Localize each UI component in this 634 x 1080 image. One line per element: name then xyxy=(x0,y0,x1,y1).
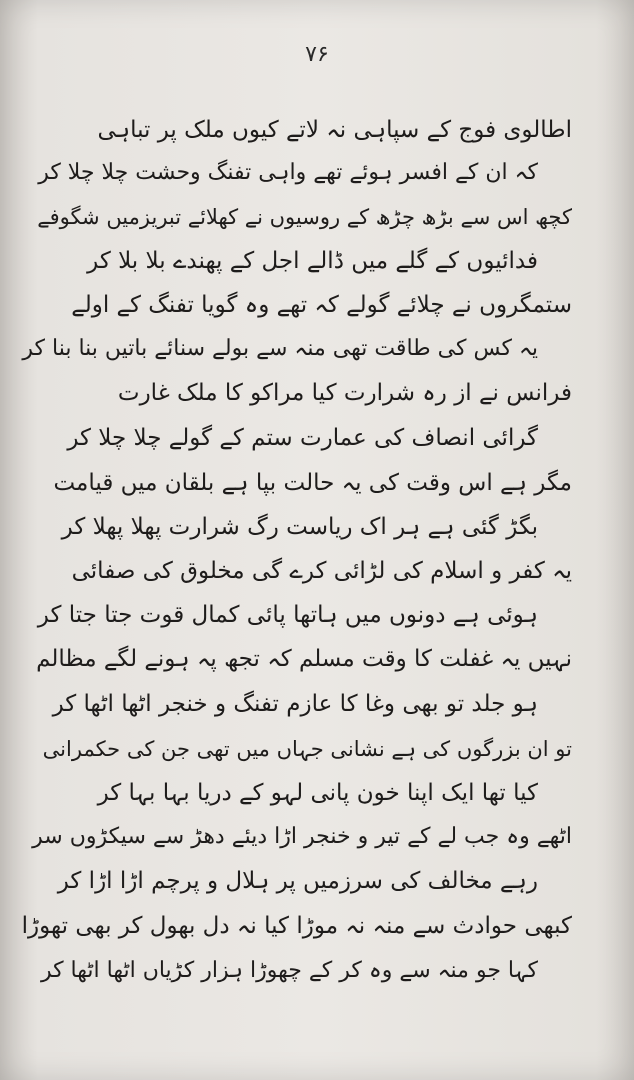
verse-line: کبھی حوادث سے منہ نہ موڑا کیا نہ دل بھول کر بھی تھوڑا xyxy=(21,913,572,939)
verse-line: تو ان بزرگوں کی ہے نشانی جہاں میں تھی جن کی حکمرانی xyxy=(42,737,572,761)
verse-line: یہ کفر و اسلام کی لڑائی کرے گی مخلوق کی صفائی xyxy=(71,558,572,584)
verse-line: گرائی انصاف کی عمارت ستم کے گولے چلا چلا کر xyxy=(67,425,538,451)
verse-line: بگڑ گئی ہے ہر اک ریاست رگ شرارت پھلا پھلا کر xyxy=(61,514,538,540)
verse-line: رہے مخالف کی سرزمیں پر ہلال و پرچم اڑا اڑا کر xyxy=(57,868,538,894)
verse-line: فرانس نے از رہ شرارت کیا مراکو کا ملک غارت xyxy=(117,380,572,406)
verse-line: ستمگروں نے چلائے گولے کہ تھے وہ گویا تفنگ کے اولے xyxy=(71,292,572,318)
verse-line: اطالوی فوج کے سپاہی نہ لاتے کیوں ملک پر تباہی xyxy=(97,117,572,143)
verse-line: اٹھے وہ جب لے کے تیر و خنجر اڑا دیئے دھڑ سے سیکڑوں سر xyxy=(32,824,572,849)
verse-line: نہیں یہ غفلت کا وقت مسلم کہ تجھ پہ ہونے لگے مظالم xyxy=(36,646,572,672)
verse-line: ہوئی ہے دونوں میں ہاتھا پائی کمال قوت جتا جتا کر xyxy=(37,602,538,628)
verse-line: مگر ہے اس وقت کی یہ حالت بپا ہے بلقان میں قیامت xyxy=(53,470,572,496)
verse-line: ہو جلد تو بھی وغا کا عازم تفنگ و خنجر اٹھا اٹھا کر xyxy=(52,691,538,717)
verse-line: کہا جو منہ سے وہ کر کے چھوڑا ہزار کڑیاں اٹھا اٹھا کر xyxy=(40,958,538,983)
verse-line: کیا تھا ایک اپنا خون پانی لہو کے دریا بہا بہا کر xyxy=(97,780,538,806)
verse-line: یہ کس کی طاقت تھی منہ سے بولے سنائے باتیں بنا بنا کر xyxy=(22,336,538,361)
verse-line: فدائیوں کے گلے میں ڈالے اجل کے پھندے بلا بلا کر xyxy=(87,248,538,274)
page-number: ۷۶ xyxy=(305,42,329,67)
verse-line: کچھ اس سے بڑھ چڑھ کے روسیوں نے کھلائے تبریزمیں شگوفے xyxy=(37,205,572,229)
verse-line: کہ ان کے افسر ہوئے تھے واہی تفنگ وحشت چلا چلا کر xyxy=(38,160,538,185)
